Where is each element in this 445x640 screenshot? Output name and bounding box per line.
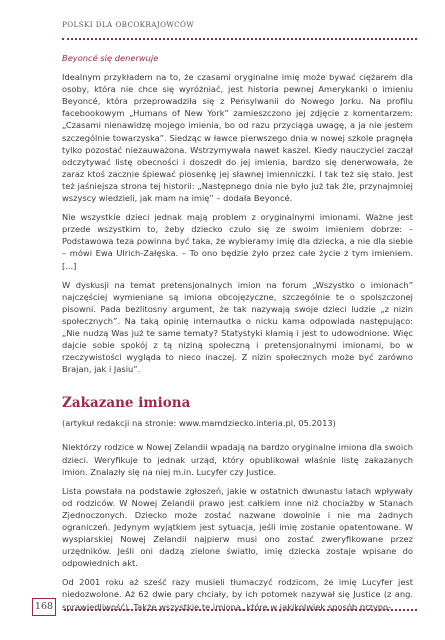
paragraph: W dyskusji na temat pretensjonalnych imion na forum „Wszystko o imionach” najczęściej wymieniane są imiona obcojęzyczne, szczególnie te o spolszczonej pisowni. Pada bezlitosny argument, że tak nazywają swoje dzieci ludzie „z nizin społecznych”. Na taką opinię internautka o nicku kama odpowiada następująco: „Nie nudzą Was już te same tematy? Statystyki kłamią i jest to udowodnione. Więc dajcie sobie spokój z tą niziną społeczną i pretensjonalnymi imionami, bo w rzeczywistości wygląda to nieco inaczej. Z nizin społecznych może być zarówno Brajan, jak i Jasiu”. bbox=[62, 279, 413, 375]
header-dotted-rule bbox=[62, 38, 417, 40]
page-number: 168 bbox=[32, 598, 56, 616]
paragraph: Od 2001 roku aż sześć razy musieli tłumaczyć rodzicom, że imię Lucyfer jest niedozwolone. Aż 62 dwie pary chciały, by ich potomek nazywał się Justice (z ang. sprawiedliwość). Także wszystkie te imiona, które w jakikolwiek sposób przypo- bbox=[62, 577, 413, 612]
paragraph: Nie wszystkie dzieci jednak mają problem z oryginalnymi imionami. Ważne jest przede wszystkim to, żeby dziecko czuło się ze swoim imieniem dobrze: – Podstawowa teza powinna być taka, że wybieramy imię dla dziecka, a nie dla siebie – mówi Ewa Ulrich-Załęska. – To ono będzie żyło przez całe życie z tym imieniem. [...] bbox=[62, 212, 413, 271]
source-note: (artykuł redakcji na stronie: www.mamdziecko.interia.pl, 05.2013) bbox=[62, 418, 336, 429]
paragraph: Idealnym przykładem na to, że czasami oryginalne imię może bywać ciężarem dla osoby, która nie chce się wyróżniać, jest historia pewnej Amerykanki o imieniu Beyoncé, która przeprowadziła się z Pensylwanii do Nowego Jorku. Na profilu facebookowym „Humans of New York” zamieszczono jej zdjęcie z komentarzem: „Czasami nienawidzę mojego imienia, bo od razu przyciąga uwagę, a ja nie jestem szczególnie towarzyska”. Siedząc w ławce pierwszego dnia w nowej szkole pragnęła tylko pozostać niezauważona. Wstrzymywała nawet kaszel. Kiedy nauczyciel zaczął odczytywać listę obecności i doszedł do jej imienia, bardzo się denerwowała, że zaraz ktoś zacznie śpiewać piosenkę jej sławnej imienniczki. I tak też się stało. Jest też jaśniejsza strona tej historii: „Następnego dnia nie było już tak źle, przynajmniej wszyscy wiedzieli, jak mam na imię” – dodała Beyoncé. bbox=[62, 72, 413, 204]
page-content bbox=[62, 52, 413, 620]
running-header: POLSKI DLA OBCOKRAJOWCÓW bbox=[62, 20, 195, 29]
paragraph: Lista powstała na podstawie zgłoszeń, jakie w ostatnich dwunastu latach wpływały od rodziców. W Nowej Zelandii prawo jest całkiem inne niż chociażby w Stanach Zjednoczonych. Dziecko może zostać nazwane dowolnie i nie ma żadnych ograniczeń. Jedynym wyjątkiem jest sytuacja, jeśli imię zostanie opatentowane. W wyspiarskiej Nowej Zelandii najpierw musi ono zostać zweryfikowane przez urzędników. Jeśli oni dadzą zielone światło, imię dziecka zostaje wpisane do odpowiednich akt. bbox=[62, 485, 413, 569]
paragraph: Niektórzy rodzice w Nowej Zelandii wpadają na bardzo oryginalne imiona dla swoich dzieci. Weryfikuje to jednak urząd, który opublikował właśnie listę zakazanych imion. Znalazły się na niej m.in. Lucyfer czy Justice. bbox=[62, 442, 413, 477]
footer-dotted-rule bbox=[64, 609, 417, 611]
article-subhead: Beyoncé się denerwuje bbox=[62, 53, 159, 63]
section-title: Zakazane imiona bbox=[62, 395, 191, 412]
